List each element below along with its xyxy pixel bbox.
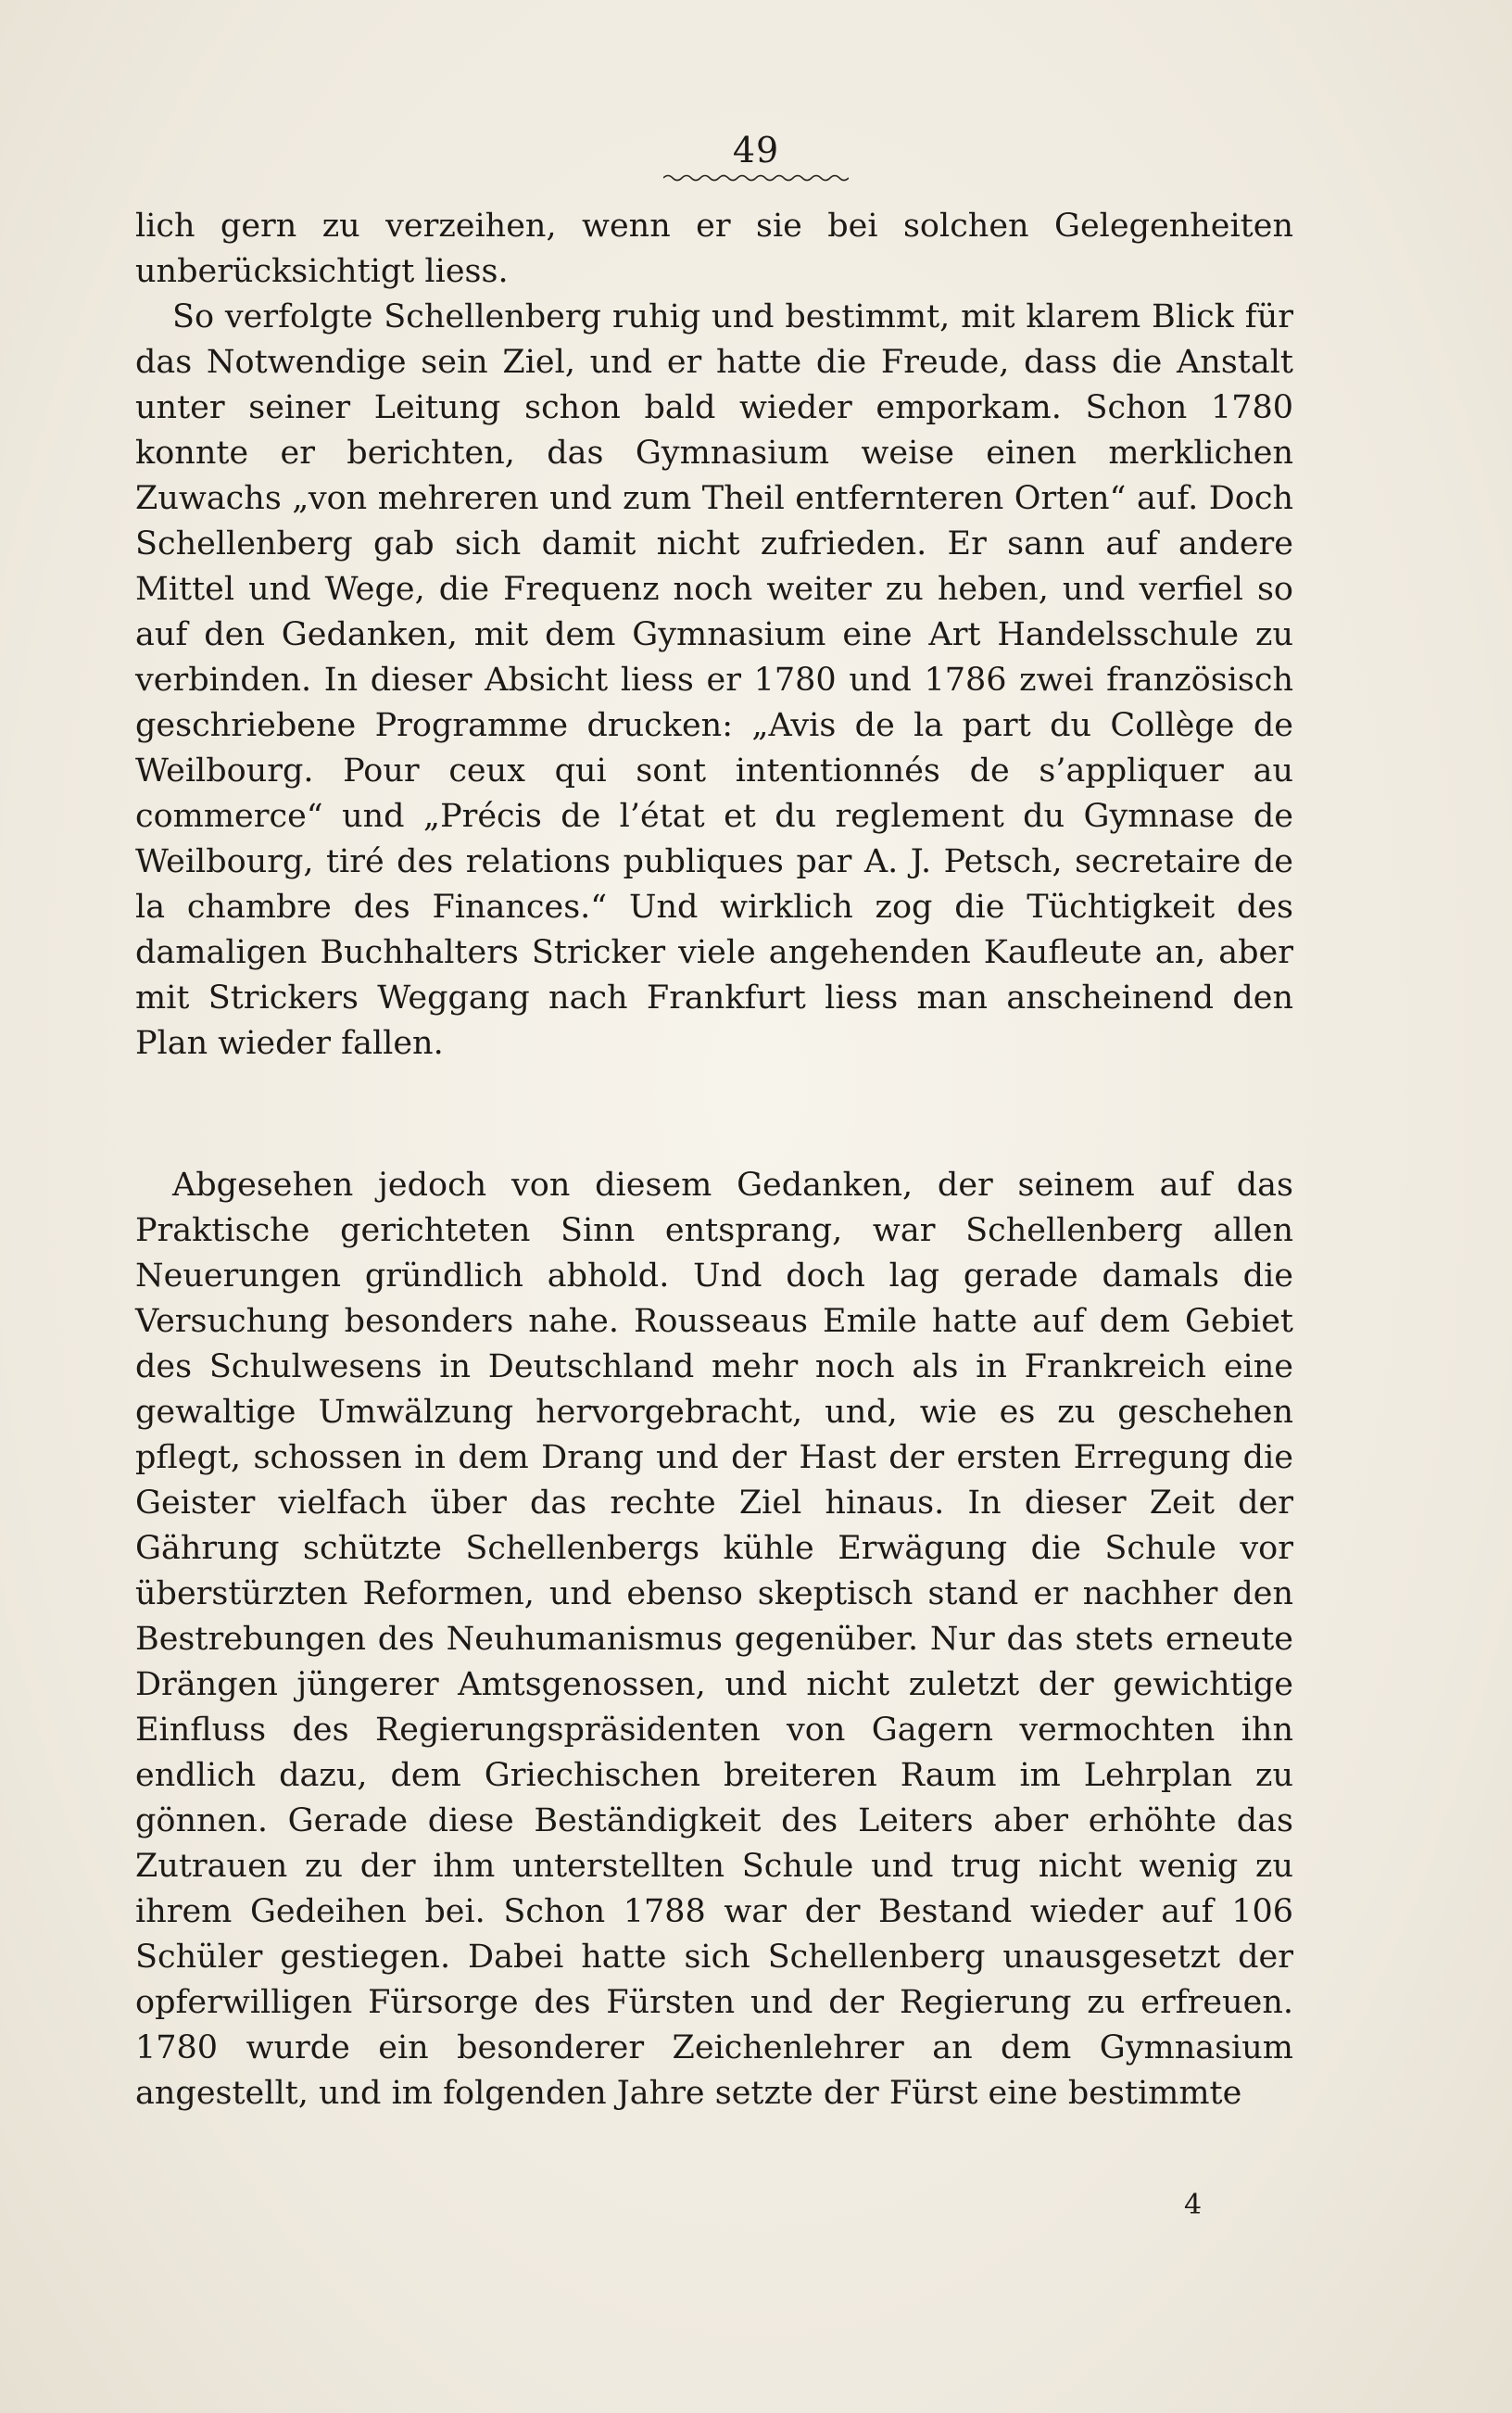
body-text-lower [135, 1163, 1293, 2116]
paragraph-schellenberg-handelsschule: So verfolgte Schellenberg ruhig und bestimmt, mit klarem Blick für das Notwendige sein Ziel, und er hatte die Freude, dass die Anstalt unter seiner Leitung schon bald wieder emporkam. Schon 1780 konnte er berichten, das Gymnasium weise einen merklichen Zuwachs „von mehreren und zum Theil entfernteren Orten“ auf. Doch Schellenberg gab sich damit nicht zufrieden. Er sann auf andere Mittel und Wege, die Frequenz noch weiter zu heben, und verfiel so auf den Gedanken, mit dem Gymnasium eine Art Handelsschule zu verbinden. In dieser Absicht liess er 1780 und 1786 zwei französisch geschriebene Programme drucken: „Avis de la part du Collège de Weilbourg. Pour ceux qui sont intentionnés de s’appliquer au commerce“ und „Précis de l’état et du reglement du Gymnase de Weilbourg, tiré des relations publiques par A. J. Petsch, secretaire de la chambre des Finances.“ Und wirklich zog die Tüchtigkeit des damaligen Buchhalters Stricker viele angehenden Kaufleute an, aber mit Strickers Weggang nach Frankfurt liess man anscheinend den Plan wieder fallen. [135, 298, 1293, 1062]
page-header [0, 130, 1512, 183]
page-number: 49 [732, 130, 780, 171]
body-text-upper [135, 204, 1293, 1067]
signature-mark: 4 [1184, 2189, 1203, 2221]
paragraph-continuation: lich gern zu verzeihen, wenn er sie bei solchen Gelegenheiten unberücksichtigt liess. [135, 208, 1293, 290]
paragraph-neuerungen: Abgesehen jedoch von diesem Gedanken, der seinem auf das Praktische gerichteten Sinn entsprang, war Schellenberg allen Neuerungen gründlich abhold. Und doch lag gerade damals die Versuchung besonders nahe. Rousseaus Emile hatte auf dem Gebiet des Schulwesens in Deutschland mehr noch als in Frankreich eine gewaltige Umwälzung hervorgebracht, und, wie es zu geschehen pflegt, schossen in dem Drang und der Hast der ersten Erregung die Geister vielfach über das rechte Ziel hinaus. In dieser Zeit der Gährung schützte Schellenbergs kühle Erwägung die Schule vor überstürzten Reformen, und ebenso skeptisch stand er nachher den Bestrebungen des Neuhumanismus gegenüber. Nur das stets erneute Drängen jüngerer Amtsgenossen, und nicht zuletzt der gewichtige Einfluss des Regierungspräsidenten von Gagern vermochten ihn endlich dazu, dem Griechischen breiteren Raum im Lehrplan zu gönnen. Gerade diese Beständigkeit des Leiters aber erhöhte das Zutrauen zu der ihm unterstellten Schule und trug nicht wenig zu ihrem Gedeihen bei. Schon 1788 war der Bestand wieder auf 106 Schüler gestiegen. Dabei hatte sich Schellenberg unausgesetzt der opferwilligen Fürsorge des Fürsten und der Regierung zu erfreuen. 1780 wurde ein besonderer Zeichenlehrer an dem Gymnasium angestellt, und im folgenden Jahre setzte der Fürst eine bestimmte [135, 1167, 1293, 2112]
wavy-rule-ornament [663, 172, 849, 183]
